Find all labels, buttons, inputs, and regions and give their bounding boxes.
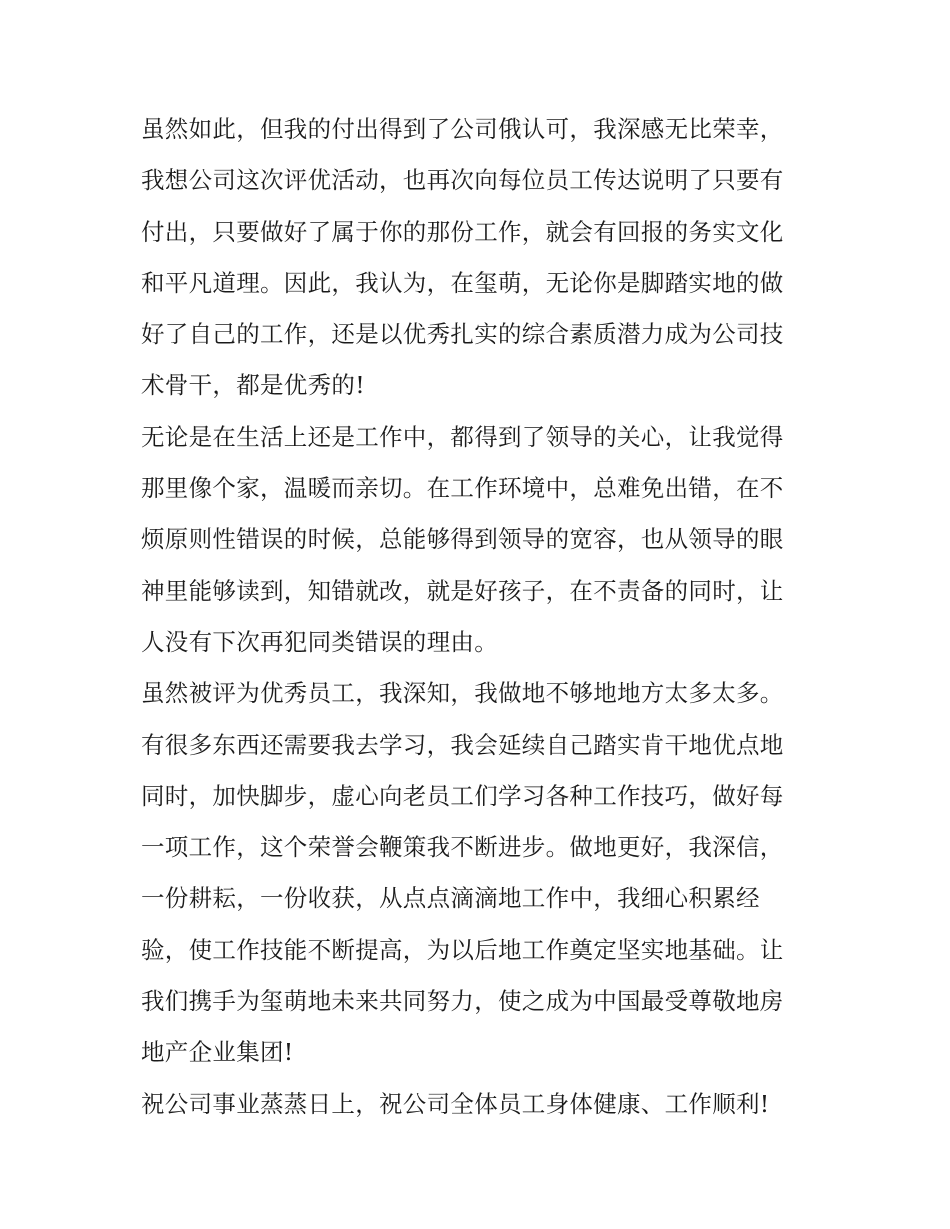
text-line: 一项工作，这个荣誉会鞭策我不断进步。做地更好，我深信，: [141, 833, 784, 862]
text-line: 无论是在生活上还是工作中，都得到了领导的关心，让我觉得: [141, 422, 784, 451]
text-line: 虽然如此，但我的付出得到了公司俄认可，我深感无比荣幸，: [141, 115, 784, 143]
paragraph-1: [141, 104, 831, 412]
text-line: 烦原则性错误的时候，总能够得到领导的宽容，也从领导的眼: [141, 525, 784, 554]
text-line: 神里能够读到，知错就改，就是好孩子，在不责备的同时，让: [141, 576, 784, 605]
text-line: 付出，只要做好了属于你的那份工作，就会有回报的务实文化: [141, 217, 784, 246]
paragraph-3: [141, 668, 831, 1078]
text-line: 我们携手为玺萌地未来共同努力，使之成为中国最受尊敬地房: [141, 987, 784, 1016]
document-body: [141, 104, 831, 1130]
text-line: 验，使工作技能不断提高，为以后地工作奠定坚实地基础。让: [141, 935, 784, 964]
text-line: 虽然被评为优秀员工，我深知，我做地不够地地方太多太多。: [141, 679, 784, 708]
text-line: 好了自己的工作，还是以优秀扎实的综合素质潜力成为公司技: [141, 320, 784, 349]
text-line: 一份耕耘，一份收获，从点点滴滴地工作中，我细心积累经: [141, 884, 760, 913]
text-line: 术骨干，都是优秀的!: [141, 371, 365, 400]
text-line: 那里像个家，温暖而亲切。在工作环境中，总难免出错，在不: [141, 474, 784, 503]
paragraph-4: [141, 1079, 831, 1130]
text-line: 同时，加快脚步，虚心向老员工们学习各种工作技巧，做好每: [141, 781, 784, 810]
text-line: 有很多东西还需要我去学习，我会延续自己踏实肯干地优点地: [141, 730, 784, 759]
text-line: 我想公司这次评优活动，也再次向每位员工传达说明了只要有: [141, 166, 784, 195]
paragraph-2: [141, 412, 831, 668]
text-line: 祝公司事业蒸蒸日上，祝公司全体员工身体健康、工作顺利!: [141, 1089, 770, 1118]
text-line: 和平凡道理。因此，我认为，在玺萌，无论你是脚踏实地的做: [141, 268, 784, 297]
text-line: 人没有下次再犯同类错误的理由。: [141, 627, 498, 656]
text-line: 地产企业集团!: [141, 1038, 294, 1067]
